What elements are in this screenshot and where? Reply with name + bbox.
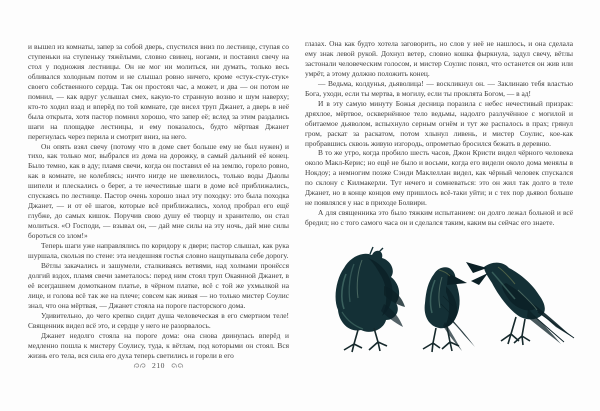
paragraph: А для священника это было тяжким испытанием: он долго лежал больной и всё бредил; но с того самого часа он и сделался таким, каким вы сейчас его знаете. — [305, 208, 573, 228]
paragraph: Удивительно, до чего крепко сидит душа человеческая в его смертном теле! Священник видел всё это, и сердце у него не разорвалось. — [28, 310, 289, 330]
paragraph: В то же утро, когда пробило шесть часов, Джон Кристи видел чёрного человека около Макл-Керис; но ещё не было и восьми, когда его видели около дома менялы в Нокдоу; а немногим позже Сэнди Маклеллан видел, как чёрный человек спускался по склону с Килмакерли. Тут нечего и сомневаться: это он жил так долго в теле Джанет, но в конце концов ему пришлось всё-таки уйти; и с тех пор дьявол больше не появлялся у нас в приходе Болвири. — [305, 148, 573, 208]
raven-hunched — [336, 247, 405, 352]
paragraph: Он опять взял свечу (потому что в доме свет больше ему не был нужен) и тихо, как только мог, выбрался из дома на дорожку, в самый дальний её конец. Было темно, как в аду; пламя свечи, когда он поставил её на землю, горело ровно, как в комнате, не колеблясь; ничто нигде не шевелилось, только воды Дьюлы шипели и плескались о берег, а те нечестивые шаги в доме всё приближались, спускаясь по лестнице. Пастор очень хорошо знал эту походку: это была походка Джанет, — и от её шагов, которые всё приближались, холод пробрал его ещё глубже, до самых кишок. Поручив свою душу её творцу и хранителю, он стал молиться. «О Господи, — взывал он, — дай мне силы на эту ночь, дай мне силы бороться со злом!» — [28, 141, 289, 241]
fleuron-icon — [133, 362, 147, 369]
page-footer — [28, 361, 289, 370]
left-page — [28, 42, 289, 361]
paragraph: Теперь шаги уже направлялись по коридору к двери; пастор слышал, как рука шуршала, скользя по стене: эта нездешняя гостья словно нащупывала себе дорогу. — [28, 241, 289, 261]
paragraph: — Ведьма, колдунья, дьяволица! — воскликнул он. — Заклинаю тебя властью Бога, уходи, если ты мертва, в могилу, если ты проклята Богом, — в ад! — [305, 78, 573, 98]
paragraph: и вышел из комнаты, запер за собой дверь, спустился вниз по лестнице, ступая со ступеньки на ступеньку тяжёлыми, словно свинец, ногами, и поставил свечу на стол у подножия лестницы. Он не мог ни молиться, ни думать, только весь обливался холодным потом и не слышал ровно ничего, кроме «стук-стук-стук» своего собственного сердца. Так он простоял час, а может, и два — он потом не помнил, — как вдруг услышал смех, какую-то странную возню и шум наверху; кто-то ходил взад и вперёд по той комнате, где висел труп Джанет, а дверь в неё была открыта, хотя пастор помнил хорошо, что запер её; вслед за этим раздались шаги на площадке лестницы, и ему показалось, будто мёртвая Джанет перегнулась через перила и смотрит вниз, на него. — [28, 42, 289, 141]
paragraph: Вётлы закачались и зашумели, сталкиваясь ветвями, над холмами пронёсся долгий вздох, пламя свечи заметалось: перед ним стоял труп Окаянной Джанет, в её всегдашнем домотканом платье, в чёрном платке, всё с той же ухмылкой на лице, и голова всё так же на плече; совсем как живая — но только мистер Соулис знал, что она мёртвая, — Джанет стояла на пороге пасторского дома. — [28, 260, 289, 310]
paragraph: глазах. Она как будто хотела заговорить, но слов у неё не нашлось, и она сделала ему знак левой рукой. Дохнул ветер, словно кошка фыркнула, задул свечу, вётлы застонали человеческим голосом, и мистер Соулис понял, что останется он жив или умрёт, а этому должно положить конец. — [305, 39, 573, 78]
fleuron-icon — [170, 362, 184, 369]
paragraph: И в эту самую минуту Божья десница поразила с небес нечестивый призрак: дряхлое, мёртвое, осквернённое тело ведьмы, надолго разлучённое с могилой и обитаемое дьяволом, вспыхнуло серным огнём и тут же распалось в прах; грянул гром, раскат за раскатом, потом хлынул ливень, и мистер Соулис, кое-как пробравшись сквозь живую изгородь, опрометью бросился бежать в деревню. — [305, 98, 573, 148]
paragraph: Джанет недолго стояла на пороге дома: она снова двинулась вперёд и медленно пошла к мистеру Соулису, туда, к вётлам, под которыми он стоял. Вся жизнь его тела, вся сила его духа теперь светились и горели в его — [28, 330, 289, 360]
raven-standing — [423, 267, 475, 352]
ravens-illustration — [306, 240, 586, 366]
page-number: 210 — [152, 361, 165, 370]
raven-cawing — [466, 262, 574, 345]
right-page — [305, 39, 573, 228]
